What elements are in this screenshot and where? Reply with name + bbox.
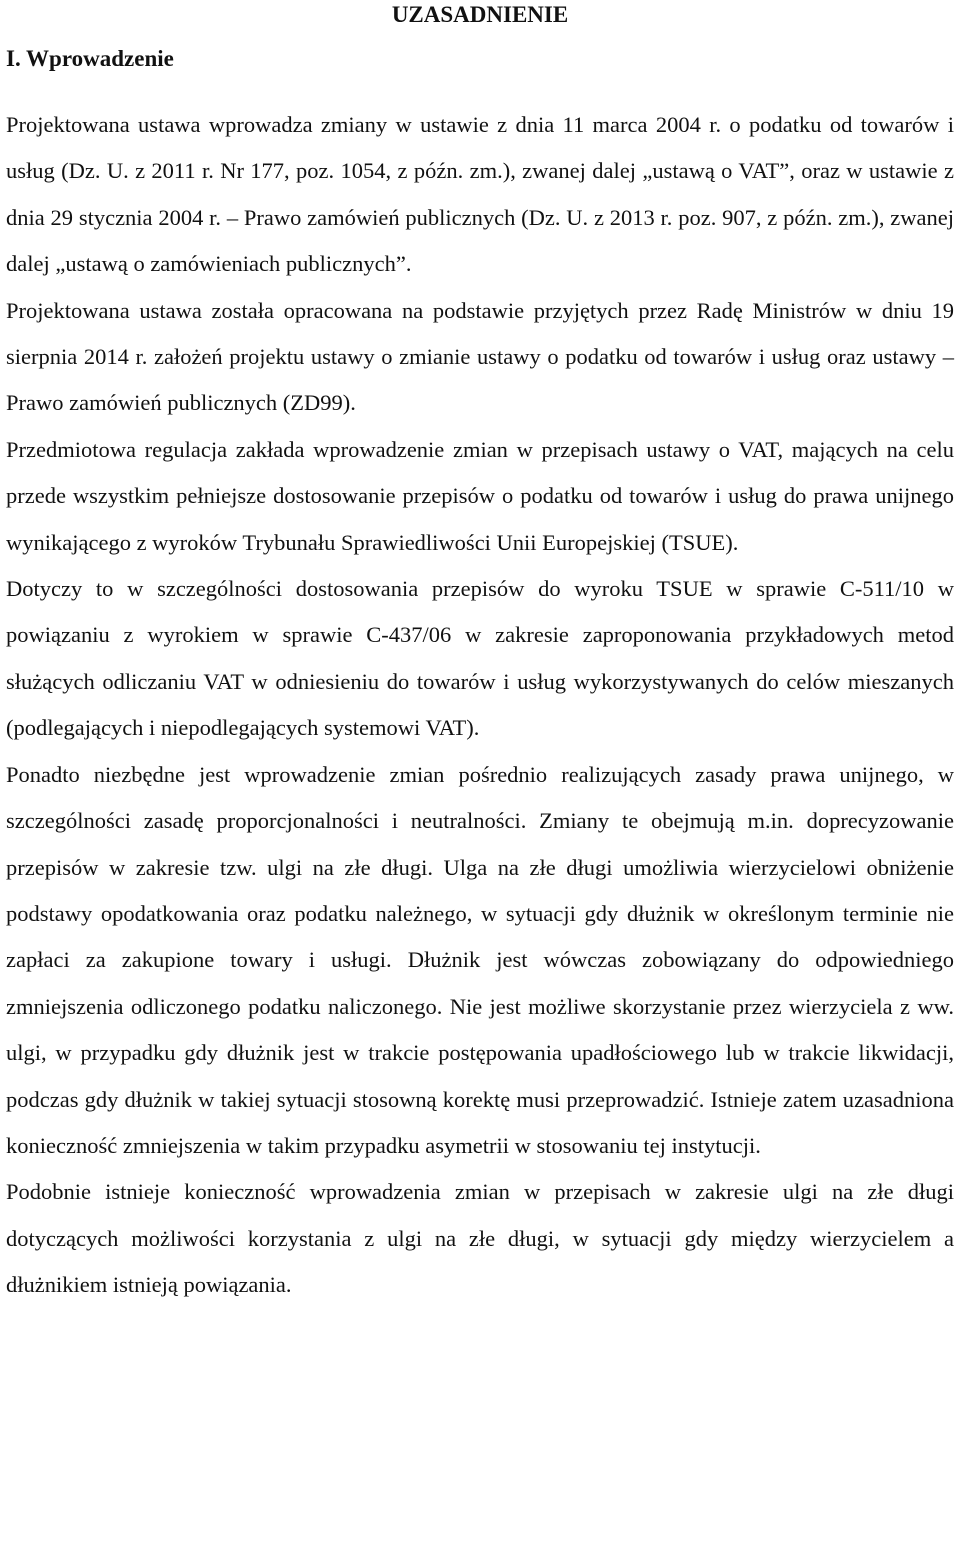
paragraph-related-parties: Podobnie istnieje konieczność wprowadzenia zmian w przepisach w zakresie ulgi na złe długi dotyczących możliwości korzystania z ulgi na złe długi, w sytuacji gdy między wierzycielem a dłużnikiem istnieją powiązania. bbox=[6, 1179, 954, 1298]
paragraph-basis: Projektowana ustawa została opracowana na podstawie przyjętych przez Radę Ministrów w dniu 19 sierpnia 2014 r. założeń projektu ustawy o zmianie ustawy o podatku od towarów i usług oraz ustawy – Prawo zamówień publicznych (ZD99). bbox=[6, 297, 954, 416]
document-body bbox=[6, 102, 954, 1309]
section-heading: I. Wprowadzenie bbox=[6, 46, 174, 71]
document-page bbox=[6, 0, 954, 1323]
paragraph-tsue: Dotyczy to w szczególności dostosowania przepisów do wyroku TSUE w sprawie C-511/10 w powiązaniu z wyrokiem w sprawie C-437/06 w zakresie zaproponowania przykładowych metod służących odliczaniu VAT w odniesieniu do towarów i usług wykorzystywanych do celów mieszanych (podlegających i niepodlegających systemowi VAT). bbox=[6, 576, 954, 741]
document-title: UZASADNIENIE bbox=[391, 2, 569, 27]
paragraph-intro: Projektowana ustawa wprowadza zmiany w ustawie z dnia 11 marca 2004 r. o podatku od towarów i usług (Dz. U. z 2011 r. Nr 177, poz. 1054, z późn. zm.), zwanej dalej „ustawą o VAT”, oraz w ustawie z dnia 29 stycznia 2004 r. – Prawo zamówień publicznych (Dz. U. z 2013 r. poz. 907, z późn. zm.), zwanej dalej „ustawą o zamówieniach publicznych”. bbox=[6, 112, 954, 277]
paragraph-regulation: Przedmiotowa regulacja zakłada wprowadzenie zmian w przepisach ustawy o VAT, mających na celu przede wszystkim pełniejsze dostosowanie przepisów o podatku od towarów i usług do prawa unijnego wynikającego z wyroków Trybunału Sprawiedliwości Unii Europejskiej (TSUE). bbox=[6, 436, 954, 555]
paragraph-bad-debts: Ponadto niezbędne jest wprowadzenie zmian pośrednio realizujących zasady prawa unijnego, w szczególności zasadę proporcjonalności i neutralności. Zmiany te obejmują m.in. doprecyzowanie przepisów w zakresie tzw. ulgi na złe długi. Ulga na złe długi umożliwia wierzycielowi obniżenie podstawy opodatkowania oraz podatku należnego, w sytuacji gdy dłużnik w określonym terminie nie zapłaci za zakupione towary i usługi. Dłużnik jest wówczas zobowiązany do odpowiedniego zmniejszenia odliczonego podatku naliczonego. Nie jest możliwe skorzystanie przez wierzyciela z ww. ulgi, w przypadku gdy dłużnik jest w trakcie postępowania upadłościowego lub w trakcie likwidacji, podczas gdy dłużnik w takiej sytuacji stosowną korektę musi przeprowadzić. Istnieje zatem uzasadniona konieczność zmniejszenia w takim przypadku asymetrii w stosowaniu tej instytucji. bbox=[6, 761, 954, 1158]
